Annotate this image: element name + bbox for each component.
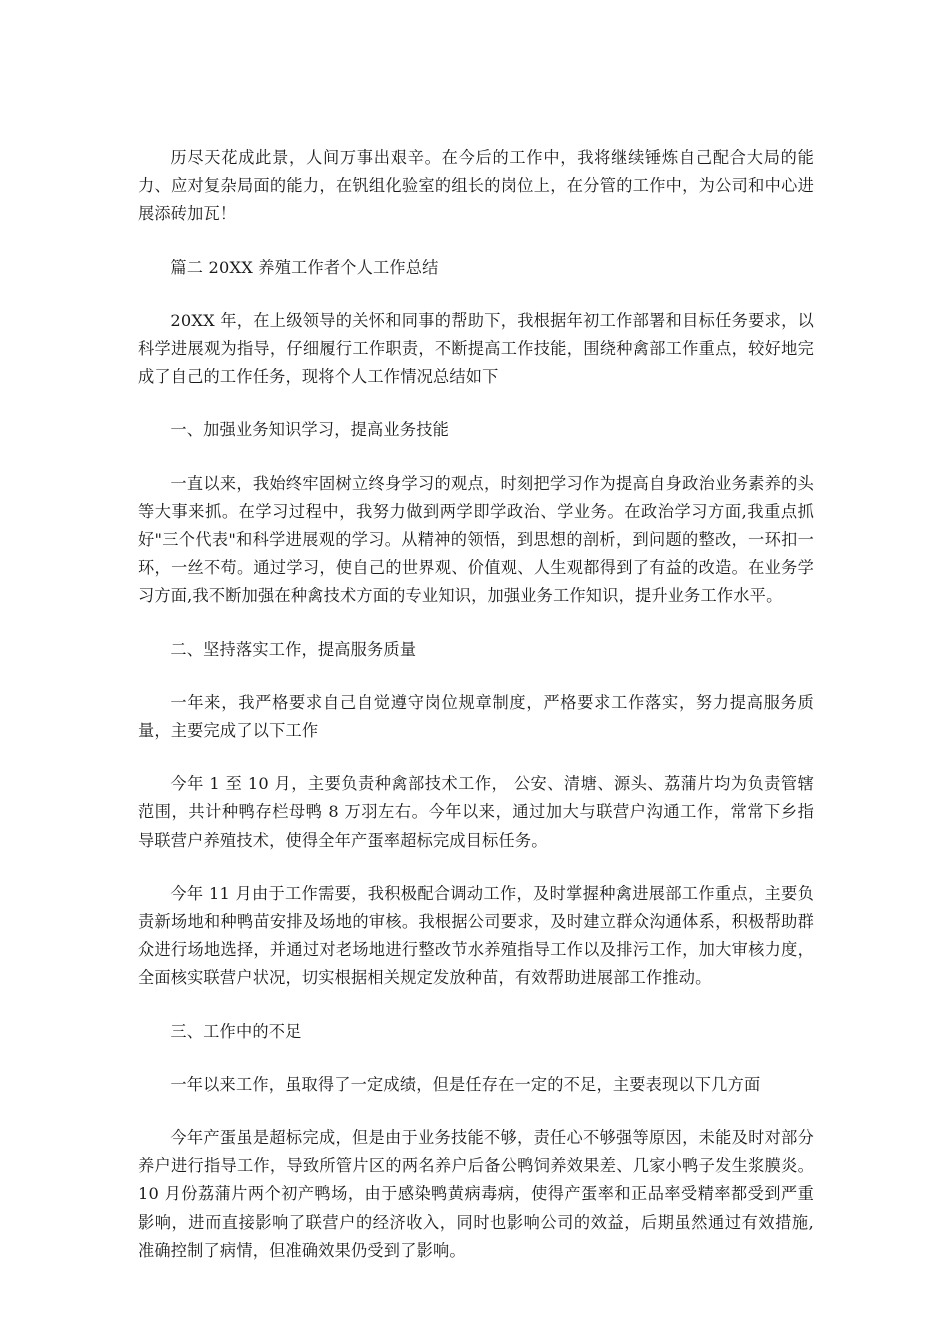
paragraph-gap — [138, 855, 814, 880]
paragraph-gap — [138, 993, 814, 1018]
paragraph-november: 今年 11 月由于工作需要，我积极配合调动工作，及时掌握种禽进展部工作重点，主要负责新场地和种鸭苗安排及场地的审核。我根据公司要求，及时建立群众沟通体系，积极帮助群众进行场地选择，并通过对老场地进行整改节水养殖指导工作以及排污工作，加大审核力度，全面核实联营户状况，切实根据相关规定发放种苗，有效帮助进展部工作推动。 — [138, 883, 814, 988]
paragraph-gap — [138, 745, 814, 770]
paragraph-gap — [138, 1099, 814, 1124]
paragraph-work-summary: 一年来，我严格要求自己自觉遵守岗位规章制度，严格要求工作落实，努力提高服务质量，主要完成了以下工作 — [138, 692, 814, 741]
paragraph-gap — [138, 282, 814, 307]
section-title: 篇二 20XX 养殖工作者个人工作总结 — [170, 257, 439, 277]
heading-one: 一、加强业务知识学习，提高业务技能 — [170, 420, 449, 440]
heading-three: 三、工作中的不足 — [170, 1021, 302, 1041]
paragraph-gap — [138, 664, 814, 689]
paragraph-shortcomings: 一年以来工作，虽取得了一定成绩，但是任存在一定的不足，主要表现以下几方面 — [170, 1074, 761, 1094]
paragraph-intro: 20XX 年，在上级领导的关怀和同事的帮助下，我根据年初工作部署和目标任务要求，以科学进展观为指导，仔细履行工作职责，不断提高工作技能，围绕种禽部工作重点，较好地完成了自己的工作任务，现将个人工作情况总结如下 — [138, 310, 814, 387]
heading-two: 二、坚持落实工作，提高服务质量 — [170, 639, 417, 659]
paragraph-gap — [138, 391, 814, 416]
paragraph-egg-production: 今年产蛋虽是超标完成，但是由于业务技能不够，责任心不够强等原因，未能及时对部分养户进行指导工作，导致所管片区的两名养户后备公鸭饲养效果差、几家小鸭子发生浆膜炎。10 月份荔蒲片两个初产鸭场，由于感染鸭黄病毒病，使得产蛋率和正品率受精率都受到严重影响，进而直接影响了联营户的经济收入，同时也影响公司的效益，后期虽然通过有效措施,准确控制了病情，但准确效果仍受到了影响。 — [138, 1128, 814, 1260]
paragraph-jan-oct: 今年 1 至 10 月，主要负责种禽部技术工作， 公安、清塘、源头、荔蒲片均为负责管辖范围，共计种鸭存栏母鸭 8 万羽左右。今年以来，通过加大与联营户沟通工作，常常下乡指导联营户养殖技术，使得全年产蛋率超标完成目标任务。 — [138, 774, 814, 850]
paragraph-gap — [138, 445, 814, 470]
paragraph-gap — [138, 229, 814, 254]
paragraph-study: 一直以来，我始终牢固树立终身学习的观点，时刻把学习作为提高自身政治业务素养的头等大事来抓。在学习过程中，我努力做到两学即学政治、学业务。在政治学习方面,我重点抓好"三个代表"和科学进展观的学习。从精神的领悟，到思想的剖析，到问题的整改，一环扣一环，一丝不苟。通过学习，使自己的世界观、价值观、人生观都得到了有益的改造。在业务学习方面,我不断加强在种禽技术方面的专业知识，加强业务工作知识，提升业务工作水平。 — [138, 473, 814, 606]
paragraph-gap — [138, 611, 814, 636]
paragraph-closing: 历尽天花成此景，人间万事出艰辛。在今后的工作中，我将继续锤炼自己配合大局的能力、应对复杂局面的能力，在钒组化验室的组长的岗位上，在分管的工作中，为公司和中心进展添砖加瓦！ — [138, 148, 814, 224]
paragraph-gap — [138, 1046, 814, 1071]
document-page — [138, 144, 814, 1265]
